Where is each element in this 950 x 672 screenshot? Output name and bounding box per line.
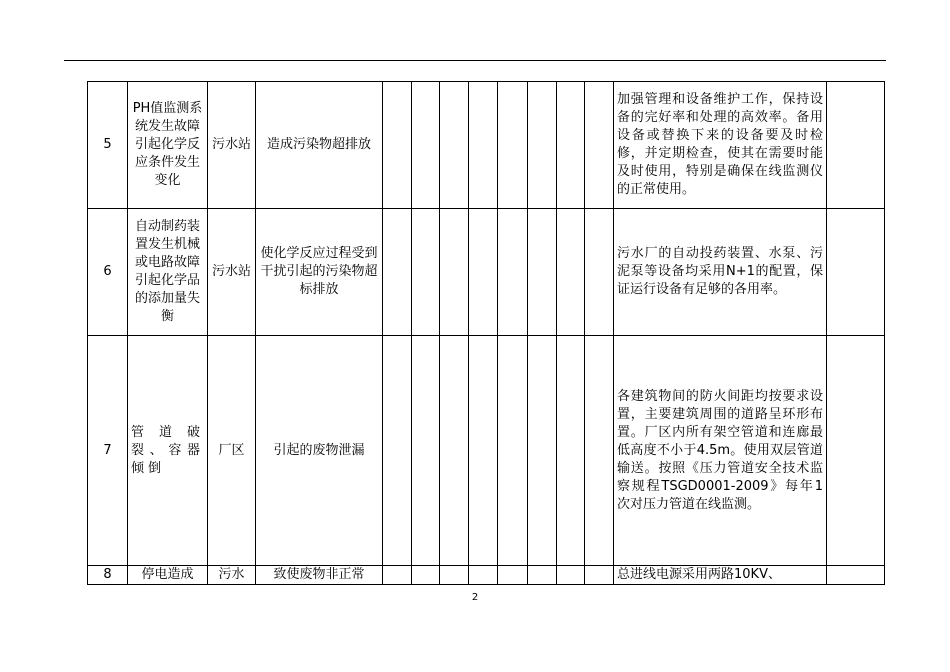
empty-cell	[498, 82, 528, 209]
empty-cell	[528, 566, 557, 585]
empty-cell	[585, 336, 614, 566]
header-rule	[64, 60, 886, 61]
empty-cell	[585, 566, 614, 585]
empty-cell	[585, 82, 614, 209]
risk-location: 污水站	[208, 209, 256, 336]
risk-consequence: 造成污染物超排放	[256, 82, 383, 209]
row-number: 7	[88, 336, 128, 566]
risk-cause: 管道破裂、容器倾倒	[128, 336, 208, 566]
risk-cause: 自动制药装置发生机械或电路故障引起化学品的添加量失衡	[128, 209, 208, 336]
empty-cell	[827, 566, 885, 585]
empty-cell	[827, 336, 885, 566]
empty-cell	[469, 336, 498, 566]
empty-cell	[440, 566, 469, 585]
empty-cell	[498, 566, 528, 585]
risk-cause: 停电造成	[128, 566, 208, 585]
empty-cell	[528, 82, 557, 209]
table-row	[88, 566, 885, 585]
empty-cell	[557, 336, 585, 566]
risk-consequence: 使化学反应过程受到干扰引起的污染物超标排放	[256, 209, 383, 336]
prevention-measure: 各建筑物间的防火间距均按要求设置，主要建筑周围的道路呈环形布置。厂区内所有架空管道和连廊最低高度不小于4.5m。使用双层管道输送。按照《压力管道安全技术监察规程TSGD0001-2009》每年1次对压力管道在线监测。	[614, 336, 827, 566]
empty-cell	[412, 566, 440, 585]
empty-cell	[585, 209, 614, 336]
empty-cell	[440, 336, 469, 566]
risk-consequence: 引起的废物泄漏	[256, 336, 383, 566]
table-row	[88, 336, 885, 566]
prevention-measure: 总进线电源采用两路10KV、	[614, 566, 827, 585]
risk-location: 污水站	[208, 82, 256, 209]
row-number: 6	[88, 209, 128, 336]
empty-cell	[412, 336, 440, 566]
row-number: 8	[88, 566, 128, 585]
risk-consequence: 致使废物非正常	[256, 566, 383, 585]
empty-cell	[412, 209, 440, 336]
risk-location: 污水	[208, 566, 256, 585]
empty-cell	[440, 209, 469, 336]
empty-cell	[557, 82, 585, 209]
risk-cause: PH值监测系统发生故障引起化学反应条件发生变化	[128, 82, 208, 209]
empty-cell	[383, 82, 412, 209]
empty-cell	[498, 336, 528, 566]
risk-location: 厂区	[208, 336, 256, 566]
empty-cell	[498, 209, 528, 336]
empty-cell	[383, 209, 412, 336]
empty-cell	[827, 82, 885, 209]
table-row	[88, 82, 885, 209]
empty-cell	[383, 336, 412, 566]
empty-cell	[440, 82, 469, 209]
empty-cell	[557, 209, 585, 336]
empty-cell	[412, 82, 440, 209]
prevention-measure: 污水厂的自动投药装置、水泵、污泥泵等设备均采用N+1的配置，保证运行设备有足够的各用率。	[614, 209, 827, 336]
empty-cell	[528, 209, 557, 336]
empty-cell	[528, 336, 557, 566]
empty-cell	[469, 566, 498, 585]
row-number: 5	[88, 82, 128, 209]
prevention-measure: 加强管理和设备维护工作，保持设备的完好率和处理的高效率。备用设备或替换下来的设备要及时检修，并定期检查，使其在需要时能及时使用，特别是确保在线监测仪的正常使用。	[614, 82, 827, 209]
empty-cell	[827, 209, 885, 336]
page-number: 2	[471, 592, 479, 603]
empty-cell	[557, 566, 585, 585]
risk-measures-table	[87, 81, 885, 585]
empty-cell	[469, 82, 498, 209]
empty-cell	[469, 209, 498, 336]
empty-cell	[383, 566, 412, 585]
table-row	[88, 209, 885, 336]
